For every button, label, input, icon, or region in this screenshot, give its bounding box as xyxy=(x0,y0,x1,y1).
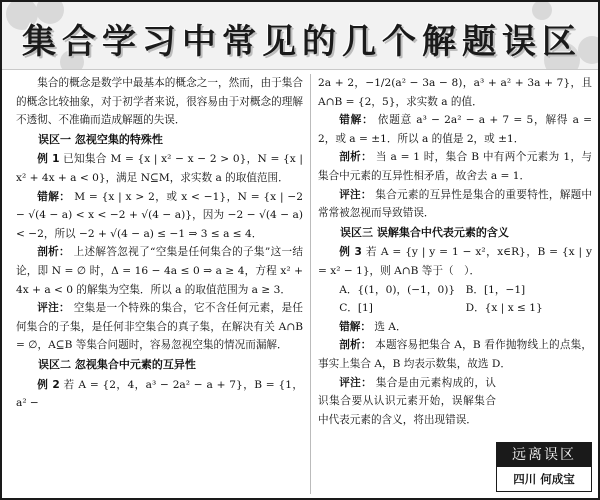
wrong-solution-text: M = {x | x > 2，或 x < −1}，N = {x | −2 − √(4 − a) < x < −2 + √(4 − a)}，因为 −2 − √(4 − a) < −2，所以 −2 + √(4 − a) ≤ −1 ⇒ 3 ≤ a ≤ 4． xyxy=(16,190,304,240)
wrong-solution-label: 错解： xyxy=(339,320,371,333)
example-2-label: 例 2 xyxy=(37,378,60,391)
section-2-heading: 误区二 忽视集合中元素的互异性 xyxy=(38,357,196,371)
comment-label: 评注： xyxy=(339,188,372,201)
wrong-solution-text: 选 A． xyxy=(374,320,407,333)
right-column xyxy=(318,74,592,429)
example-2-text-start: 若 A = {2，4，a³ − 2a² − a + 7}，B = {1，a² − xyxy=(16,378,303,410)
example-1-label: 例 1 xyxy=(37,153,60,166)
option-c: C．[1] xyxy=(339,302,373,315)
analysis-label: 剖析： xyxy=(37,246,70,259)
column-tag: 远离误区 xyxy=(497,443,591,467)
column-stamp xyxy=(496,442,592,492)
example-3-text: 若 A = {y | y = 1 − x²，x∈R}，B = {x | y = x² − 1}，则 A∩B 等于（ ）． xyxy=(318,246,592,277)
example-3 xyxy=(318,243,592,280)
example-2-comment xyxy=(318,186,592,223)
comment-text: 集合是由元素构成的，认识集合要从认识元素开始，误解集合中代表元素的含义，将出现错误． xyxy=(318,376,497,426)
example-2-continued: 2a + 2，−1/2(a² − 3a − 8)，a³ + a² + 3a + 7}，且 A∩B = {2，5}，求实数 a 的值． xyxy=(318,77,592,108)
example-1-comment xyxy=(16,299,303,355)
example-3-analysis xyxy=(318,336,592,373)
section-1-heading: 误区一 忽视空集的特殊性 xyxy=(38,132,163,146)
option-d: D．{x | x ≤ 1} xyxy=(465,302,543,315)
example-3-wrong-solution xyxy=(318,318,592,337)
example-3-label: 例 3 xyxy=(339,246,362,259)
example-3-comment xyxy=(318,374,592,430)
analysis-text: 当 a = 1 时，集合 B 中有两个元素为 1，与集合中元素的互异性相矛盾，故舍去 a = 1． xyxy=(318,151,593,182)
wrong-solution-label: 错解： xyxy=(37,190,71,203)
comment-label: 评注： xyxy=(339,376,373,389)
example-2-start xyxy=(16,376,303,413)
option-a: A．{(1，0)，(−1，0)} xyxy=(339,283,456,296)
analysis-text: 上述解答忽视了“空集是任何集合的子集”这一结论，即 N = ∅ 时，Δ = 16 − 4a ≤ 0 ⇒ a ≥ 4，方程 x² + 4x + a < 0 的解集为空集．所以 a 的取值范围为 a ≥ 3． xyxy=(16,246,303,296)
wrong-solution-label: 错解： xyxy=(339,114,374,127)
answer-options xyxy=(318,281,592,318)
section-3-heading: 误区三 误解集合中代表元素的含义 xyxy=(340,225,509,239)
author-byline: 四川 何成宝 xyxy=(513,472,575,486)
option-b: B．[1，−1] xyxy=(465,283,526,296)
example-1 xyxy=(16,150,303,187)
left-column xyxy=(16,74,303,413)
comment-text: 集合元素的互异性是集合的重要特性，解题中常常被忽视而导致错误． xyxy=(318,188,593,220)
page-title: 集合学习中常见的几个解题误区 xyxy=(22,22,582,62)
analysis-label: 剖析： xyxy=(339,339,372,352)
title-banner xyxy=(2,2,600,70)
example-2-analysis xyxy=(318,148,592,185)
comment-label: 评注： xyxy=(37,302,70,315)
example-1-text: 已知集合 M = {x | x² − x − 2 > 0}，N = {x | x² + 4x + a < 0}，满足 N⊆M，求实数 a 的取值范围． xyxy=(16,153,303,184)
wrong-solution-text: 依题意 a³ − 2a² − a + 7 = 5，解得 a = 2，或 a = ±1．所以 a 的值是 2，或 ±1． xyxy=(318,114,593,145)
column-divider xyxy=(310,74,311,494)
intro-paragraph: 集合的概念是数学中最基本的概念之一，然而，由于集合的概念比较抽象，对于初学者来说，很容易由于对概念的理解不透彻、不准确而造成解题的失误． xyxy=(16,77,303,127)
analysis-text: 本题容易把集合 A，B 看作抛物线上的点集，事实上集合 A，B 均表示数集，故选 D． xyxy=(318,339,593,370)
example-1-wrong-solution xyxy=(16,188,303,244)
example-1-analysis xyxy=(16,243,303,299)
comment-text: 空集是一个特殊的集合，它不含任何元素，是任何集合的子集，是任何非空集合的真子集，在解决有关 A∩B = ∅，A⊆B 等集合问题时，容易忽视空集的情况而漏解． xyxy=(16,302,304,352)
example-2-wrong-solution xyxy=(318,111,592,148)
analysis-label: 剖析： xyxy=(339,151,373,164)
